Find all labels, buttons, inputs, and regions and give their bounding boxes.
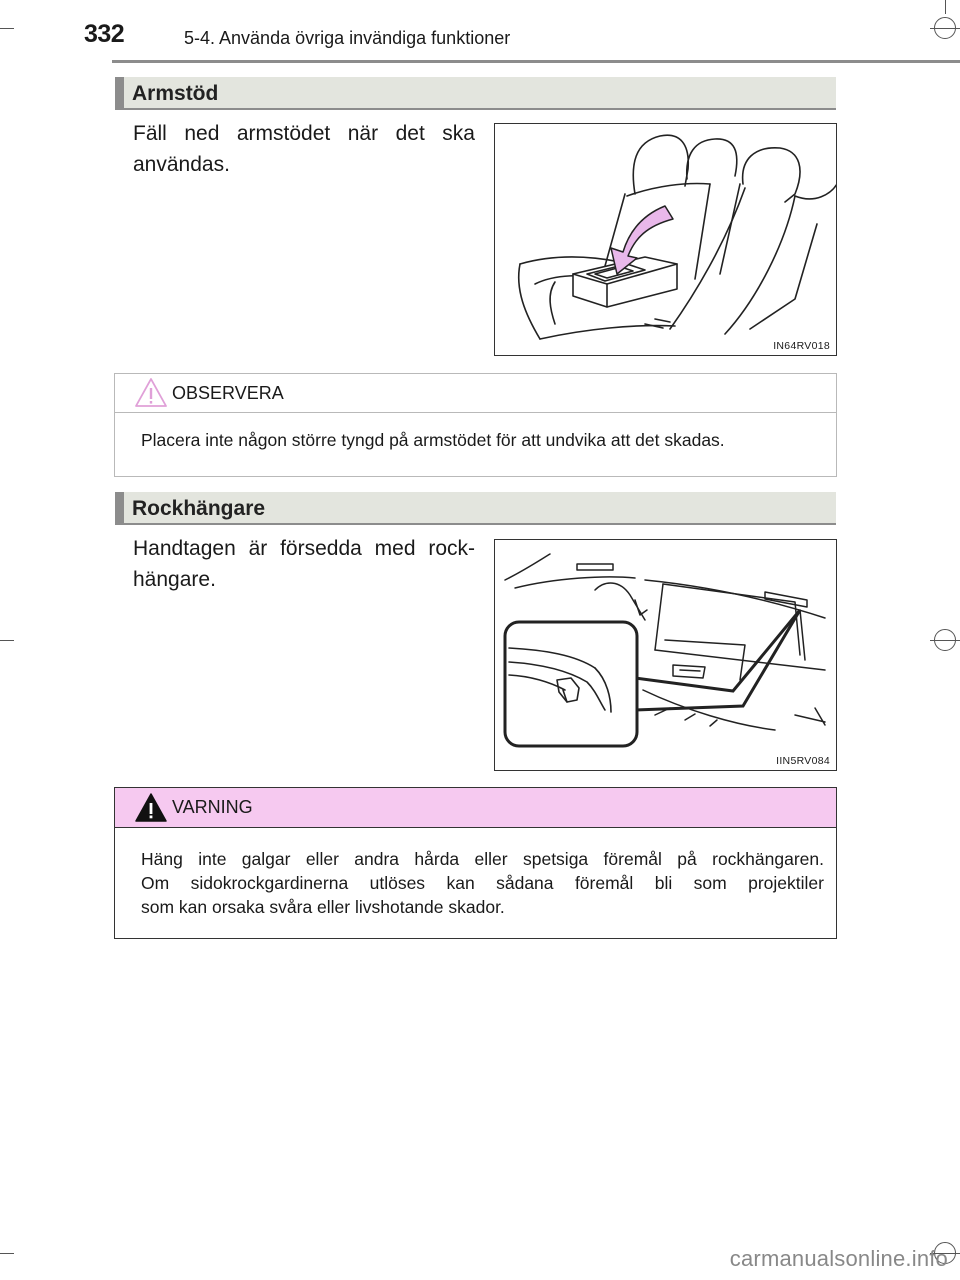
caution-text: Placera inte någon större tyngd på armstödet för att undvika att det skadas.	[141, 430, 725, 450]
page-number: 332	[84, 20, 125, 48]
crop-mark	[0, 28, 14, 29]
caution-title: OBSERVERA	[172, 383, 284, 403]
armrest-illustration	[495, 124, 837, 356]
crop-mark	[0, 1253, 14, 1254]
warning-box	[114, 787, 837, 939]
figure-code: IIN5RV084	[776, 755, 830, 767]
armrest-figure	[494, 123, 837, 356]
crop-mark	[0, 640, 14, 641]
coat-hook-figure	[494, 539, 837, 771]
warning-line: som kan orsaka svåra eller livshotande skador.	[141, 897, 505, 917]
section-header-armrest	[115, 77, 836, 110]
warning-line: Häng inte galgar eller andra hårda eller spetsiga föremål på rockhängaren.	[141, 849, 824, 869]
watermark: carmanualsonline.info	[729, 1246, 948, 1271]
crop-mark	[934, 629, 956, 651]
caution-header	[115, 374, 836, 413]
warning-header	[115, 788, 836, 828]
section-title: Rockhängare	[132, 497, 266, 520]
caution-box	[114, 373, 837, 477]
crop-mark	[934, 17, 956, 39]
armrest-instruction: Fäll ned armstödet när det ska användas.	[133, 122, 475, 176]
header-rule	[112, 60, 960, 63]
caution-triangle-icon	[134, 377, 168, 409]
warning-line: Om sidokrockgardinerna utlöses kan sådana föremål bli som projektiler	[141, 873, 824, 893]
chapter-title: 5-4. Använda övriga invändiga funktioner	[184, 28, 511, 48]
warning-text	[141, 847, 824, 919]
coat-hook-detail-inset	[505, 622, 637, 746]
section-header-coat-hooks	[115, 492, 836, 525]
warning-triangle-icon	[134, 792, 168, 824]
figure-code: IN64RV018	[773, 340, 830, 352]
crop-mark	[945, 0, 946, 14]
warning-title: VARNING	[172, 797, 253, 817]
section-title: Armstöd	[132, 82, 219, 105]
coat-hook-illustration	[495, 540, 837, 771]
coat-hook-description: Handtagen är försedda med rock-hängare.	[133, 537, 475, 591]
